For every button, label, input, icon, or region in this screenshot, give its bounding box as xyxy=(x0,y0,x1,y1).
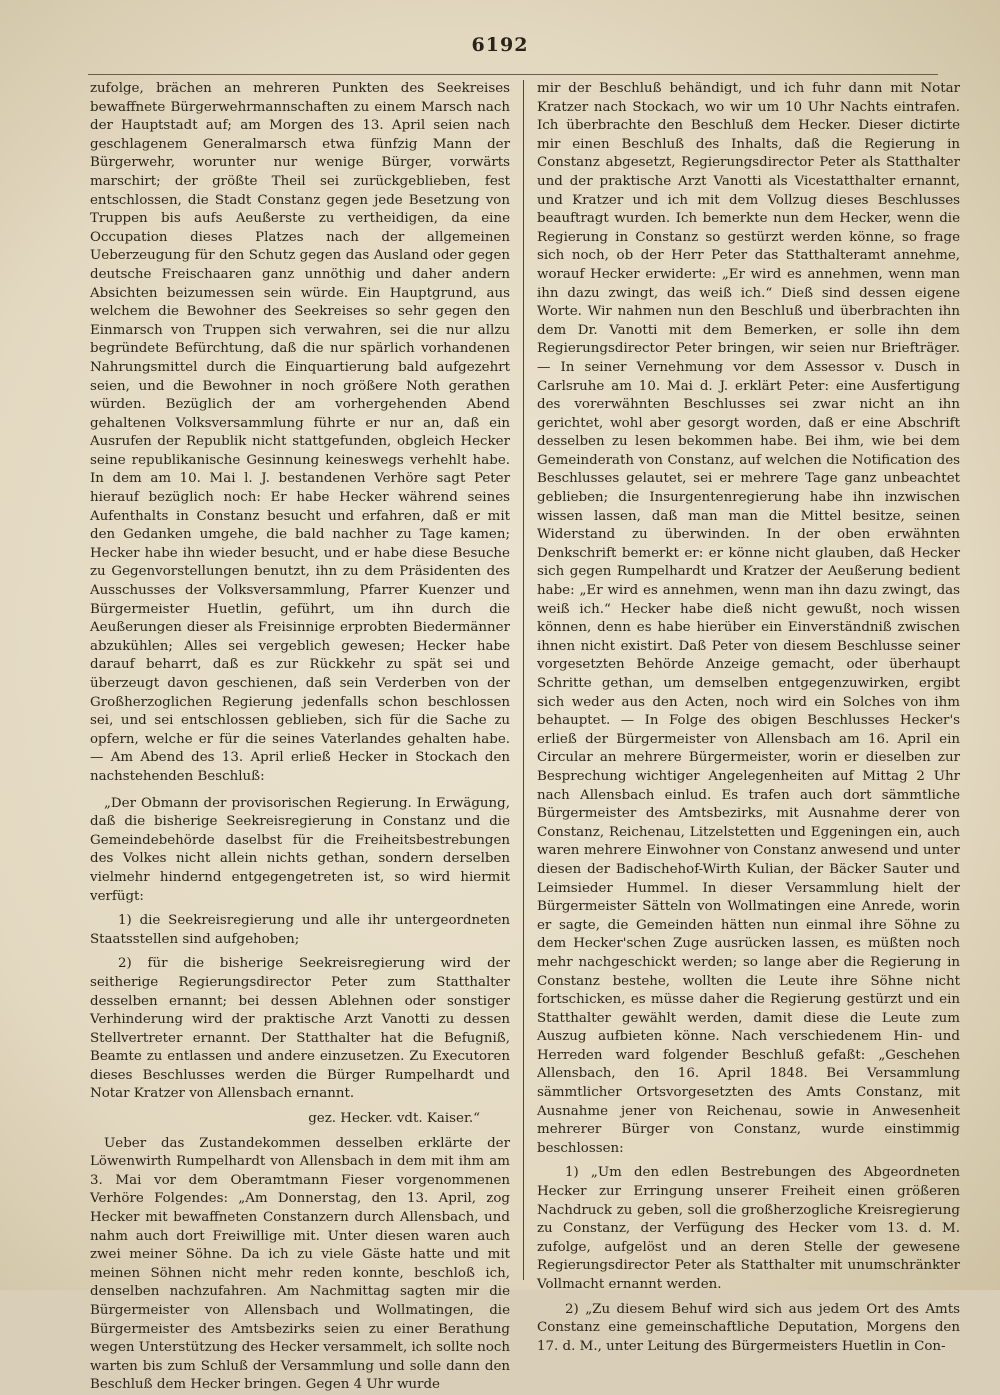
decree-text: „Der Obmann der provisorischen Regierung. In Erwägung, daß die bisherige Seekreisregierung in Constanz und die Gemeindebehörde daselbst für die Freiheitsbestrebungen des Volkes nicht allein nichts gethan, sondern derselben vielmehr hindernd entgegengetreten ist, so wird hiermit verfügt: xyxy=(90,795,510,904)
decree-item-1: 1) die Seekreisregierung und alle ihr untergeordneten Staatsstellen sind aufgehoben; xyxy=(90,913,510,947)
left-paragraph-1: zufolge, brächen an mehreren Punkten des Seekreises bewaffnete Bürgerwehrmannschaften zu einem Marsch nach der Hauptstadt auf; am Morgen des 13. April seien nach geschlagenem Generalmarsch etwa fünfzig Mann der Bürgerwehr, worunter nur wenige Bürger, vorwärts marschirt; der größte Theil sei zurückgeblieben, fest entschlossen, die Stadt Constanz gegen jede Besetzung von Truppen bis aufs Aeußerste zu vertheidigen, da eine Occupation dieses Platzes nach der allgemeinen Ueberzeugung für den Schutz gegen das Ausland oder gegen deutsche Freischaaren ganz unnöthig und daher andern Absichten beizumessen sein würde. Ein Hauptgrund, aus welchem die Bewohner des Seekreises so sehr gegen den Einmarsch von Truppen sich verwahren, sei die nur allzu begründete Befürchtung, daß die nur spärlich vorhandenen Nahrungsmittel durch die Einquartierung bald aufgezehrt seien, und die Bewohner in noch größere Noth gerathen würden. Bezüglich der am vorhergehenden Abend gehaltenen Volksversammlung führte er nur an, daß ein Ausrufen der Republik nicht stattgefunden, obgleich Hecker seine republikanische Gesinnung keineswegs verhehlt habe. In dem am 10. Mai l. J. bestandenen Verhöre sagt Peter hierauf bezüglich noch: Er habe Hecker während seines Aufenthalts in Constanz besucht und erfahren, daß er mit den Gedanken umgehe, die bald nachher zu Tage kamen; Hecker habe ihn wieder besucht, und er habe diese Besuche zu Gegenvorstellungen benutzt, ihn zu dem Präsidenten des Ausschusses der Volksversammlung, Pfarrer Kuenzer und Bürgermeister Huetlin, geführt, um ihn durch die Aeußerungen dieser als Freisinnige erprobten Biedermänner abzukühlen; Alles sei vergeblich gewesen; Hecker habe darauf beharrt, daß es zur Rückkehr zu spät sei und überzeugt davon geschienen, daß sein Verderben von der Großherzoglichen Regierung jedenfalls schon beschlossen sei, und sei entschlossen geblieben, sich für die Sache zu opfern, welche er für die seines Vaterlandes gehalten habe. — Am Abend des 13. April erließ Hecker in Stockach den nachstehenden Beschluß: xyxy=(90,81,510,784)
header-rule xyxy=(88,74,938,75)
left-column xyxy=(90,80,510,1393)
right-column xyxy=(537,80,960,1354)
decree-signature: gez. Hecker. vdt. Kaiser.“ xyxy=(308,1111,480,1127)
column-divider xyxy=(523,80,524,1280)
decree-item-2: 2) für die bisherige Seekreisregierung wird der seitherige Regierungsdirector Peter zum Statthalter desselben ernannt; bei dessen Ablehnen oder sonstiger Verhinderung wird der praktische Arzt Vanotti zu dessen Stellvertreter ernannt. Der Statthalter hat die Befugniß, Beamte zu entlassen und andere einzusetzen. Zu Executoren dieses Beschlusses werden die Bürger Rumpelhardt und Notar Kratzer von Allensbach ernannt. xyxy=(90,956,510,1102)
resolution-item-1: 1) „Um den edlen Bestrebungen des Abgeordneten Hecker zur Erringung unserer Freiheit einen größeren Nachdruck zu geben, soll die großherzogliche Kreisregierung zu Constanz, der Verfügung des Hecker vom 13. d. M. zufolge, aufgelöst und an deren Stelle der gewesene Regierungsdirector Peter als Statthalter mit unumschränkter Vollmacht ernannt werden. xyxy=(537,1165,960,1292)
resolution-item-2: 2) „Zu diesem Behuf wird sich aus jedem Ort des Amts Constanz eine gemeinschaftliche Deputation, Morgens den 17. d. M., unter Leitung des Bürgermeisters Huetlin in Con- xyxy=(537,1301,960,1354)
page-number: 6192 xyxy=(471,34,529,56)
right-paragraph-1: mir der Beschluß behändigt, und ich fuhr dann mit Notar Kratzer nach Stockach, wo wir um 10 Uhr Nachts eintrafen. Ich überbrachte den Beschluß dem Hecker. Dieser dictirte mir einen Beschluß des Inhalts, daß die Regierung in Constanz abgesetzt, Regierungsdirector Peter als Statthalter und der praktische Arzt Vanotti als Vicestatthalter ernannt, und Kratzer und ich mit dem Vollzug dieses Beschlusses beauftragt wurden. Ich bemerkte nun dem Hecker, wenn die Regierung in Constanz so gestürzt werden könne, so frage sich noch, ob der Herr Peter das Statthalteramt annehme, worauf Hecker erwiderte: „Er wird es annehmen, wenn man ihn dazu zwingt, das weiß ich.“ Dieß sind dessen eigene Worte. Wir nahmen nun den Beschluß und überbrachten ihn dem Dr. Vanotti mit dem Bemerken, er solle ihn dem Regierungsdirector Peter bringen, wir seien nur Briefträger. — In seiner Vernehmung vor dem Assessor v. Dusch in Carlsruhe am 10. Mai d. J. erklärt Peter: eine Ausfertigung des vorerwähnten Beschlusses sei zwar nicht an ihn gerichtet, wohl aber gesorgt worden, daß er eine Abschrift desselben zu lesen bekommen habe. Bei ihm, wie bei dem Gemeinderath von Constanz, auf welchen die Notification des Beschlusses gelautet, sei er mehrere Tage ganz unbeachtet geblieben; die Insurgentenregierung habe ihn inzwischen wissen lassen, daß man man die Mittel besitze, seinen Widerstand zu überwinden. In der oben erwähnten Denkschrift bemerkt er: er könne nicht glauben, daß Hecker sich gegen Rumpelhardt und Kratzer der Aeußerung bedient habe: „Er wird es annehmen, wenn man ihn dazu zwingt, das weiß ich.“ Hecker habe dieß nicht gewußt, noch wissen können, denn es habe hierüber ein Einverständniß zwischen ihnen nicht existirt. Daß Peter von diesem Beschlusse seiner vorgesetzten Behörde Anzeige gemacht, oder überhaupt Schritte gethan, um demselben entgegenzuwirken, ergibt sich weder aus den Acten, noch wird ein Solches von ihm behauptet. — In Folge des obigen Beschlusses Hecker's erließ der Bürgermeister von Allensbach am 16. April ein Circular an mehrere Bürgermeister, worin er dieselben zur Besprechung wichtiger Angelegenheiten auf Mittag 2 Uhr nach Allensbach einlud. Es trafen auch dort sämmtliche Bürgermeister des Amtsbezirks, mit Ausnahme derer von Constanz, Reichenau, Litzelstetten und Eggeningen ein, auch waren mehrere Einwohner von Constanz anwesend und unter diesen der Badischehof-Wirth Kulian, der Bäcker Sauter und Leimsieder Hummel. In dieser Versammlung hielt der Bürgermeister Sätteln von Wollmatingen eine Anrede, worin er sagte, die Gemeinden hätten nun einmal ihre Söhne zu dem Hecker'schen Zuge ausrücken lassen, es müßten noch mehr nachgeschickt werden; so lange aber die Regierung in Constanz bestehe, wollten die Leute ihre Söhne nicht fortschicken, es müsse daher die Regierung gestürzt und ein Statthalter gewählt werden, damit diese die Leute zum Auszug aufbieten könne. Nach verschiedenem Hin- und Herreden ward folgender Beschluß gefaßt: „Geschehen Allensbach, den 16. April 1848. Bei Versammlung sämmtlicher Ortsvorgesetzten des Amts Constanz, mit Ausnahme jener von Reichenau, sowie in Anwesenheit mehrerer Bürger von Constanz, wurde einstimmig beschlossen: xyxy=(537,81,960,1156)
left-paragraph-2: Ueber das Zustandekommen desselben erklärte der Löwenwirth Rumpelhardt von Allensbach in dem mit ihm am 3. Mai vor dem Oberamtmann Fieser vorgenommenen Verhöre Folgendes: „Am Donnerstag, den 13. April, zog Hecker mit bewaffneten Constanzern durch Allensbach, und nahm auch dort Freiwillige mit. Unter diesen waren auch zwei meiner Söhne. Da ich zu viele Gäste hatte und mit meinen Söhnen nicht mehr reden konnte, beschloß ich, denselben nachzufahren. Am Nachmittag sagten mir die Bürgermeister von Allensbach und Wollmatingen, die Bürgermeister des Amtsbezirks seien zu einer Berathung wegen Unterstützung des Hecker versammelt, ich sollte noch warten bis zum Schluß der Versammlung und solle dann den Beschluß dem Hecker bringen. Gegen 4 Uhr wurde xyxy=(90,1135,510,1393)
